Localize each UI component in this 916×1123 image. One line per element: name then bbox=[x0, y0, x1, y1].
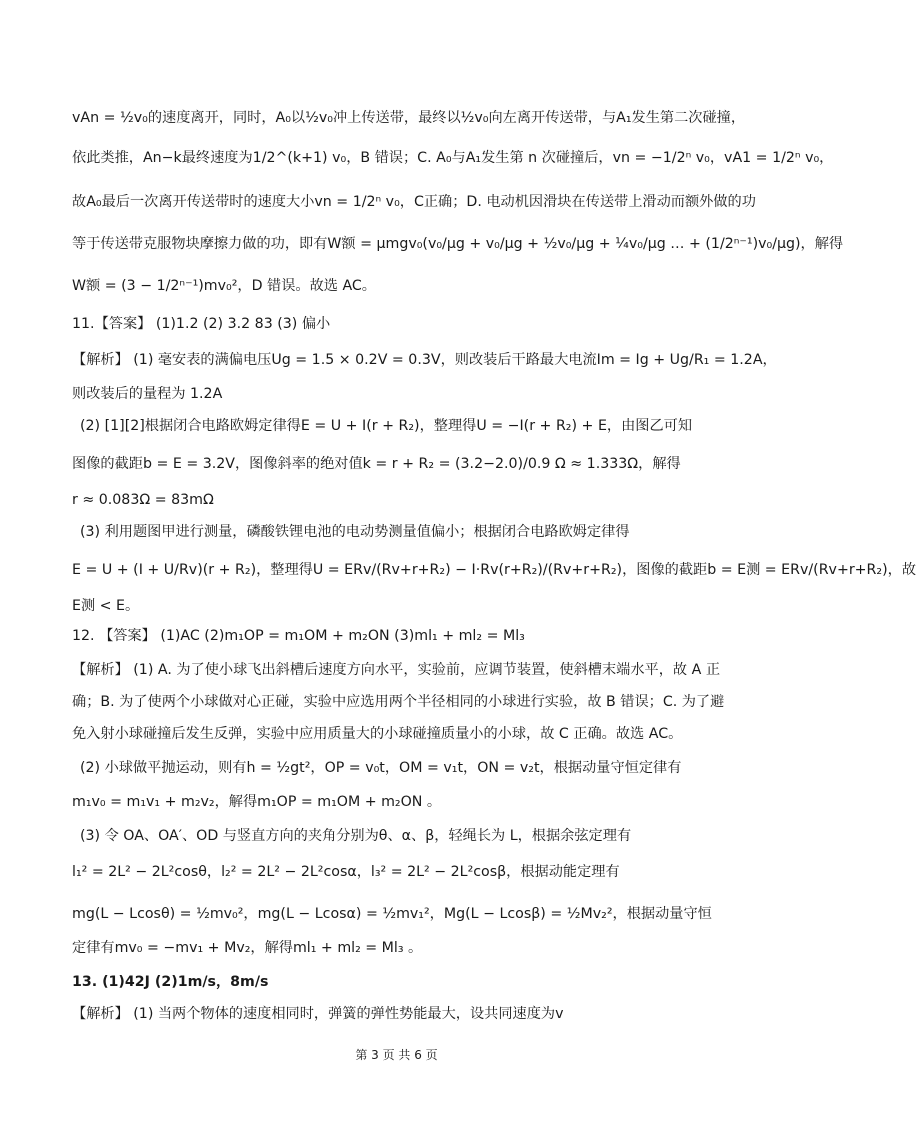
text-line-3: 故A₀最后一次离开传送带时的速度大小vn = 1/2ⁿ v₀，C正确；D. 电动机因滑块在传送带上滑动而额外做的功 bbox=[72, 194, 756, 210]
analysis-12-line-2: 确；B. 为了使两个小球做对心正碰，实验中应选用两个半径相同的小球进行实验，故 B 错误；C. 为了避 bbox=[72, 694, 725, 710]
answer-11: 11.【答案】 (1)1.2 (2) 3.2 83 (3) 偏小 bbox=[72, 316, 331, 332]
analysis-12-line-5: m₁v₀ = m₁v₁ + m₂v₂，解得m₁OP = m₁OM + m₂ON 。 bbox=[72, 794, 442, 810]
analysis-12-line-3: 免入射小球碰撞后发生反弹，实验中应用质量大的小球碰撞质量小的小球，故 C 正确。故选 AC。 bbox=[72, 726, 683, 742]
analysis-11-line-1: 【解析】 (1) 毫安表的满偏电压Ug = 1.5 × 0.2V = 0.3V，则改装后干路最大电流Im = Ig + Ug/R₁ = 1.2A， bbox=[72, 352, 777, 368]
text-line-1: vAn = ½v₀的速度离开，同时，A₀以½v₀冲上传送带，最终以½v₀向左离开传送带，与A₁发生第二次碰撞， bbox=[72, 110, 746, 126]
text-line-2: 依此类推，An−k最终速度为1/2^(k+1) v₀，B 错误；C. A₀与A₁发生第 n 次碰撞后，vn = −1/2ⁿ v₀，vA1 = 1/2ⁿ v₀， bbox=[72, 150, 834, 166]
analysis-11-line-7: E = U + (I + U/Rv)(r + R₂)，整理得U = ERv/(Rv+r+R₂) − I·Rv(r+R₂)/(Rv+r+R₂)，图像的截距b = E测 = ERv/(Rv+r+R₂)，故 bbox=[72, 562, 916, 578]
analysis-12-line-1: 【解析】 (1) A. 为了使小球飞出斜槽后速度方向水平，实验前，应调节装置，使斜槽末端水平，故 A 正 bbox=[72, 662, 721, 678]
analysis-12-line-7: l₁² = 2L² − 2L²cosθ，l₂² = 2L² − 2L²cosα，l₃² = 2L² − 2L²cosβ，根据动能定理有 bbox=[72, 864, 620, 880]
answer-13: 13. (1)42J (2)1m/s，8m/s bbox=[72, 974, 269, 990]
text-line-5: W额 = (3 − 1/2ⁿ⁻¹)mv₀²，D 错误。故选 AC。 bbox=[72, 278, 376, 294]
analysis-11-line-4: 图像的截距b = E = 3.2V，图像斜率的绝对值k = r + R₂ = (3.2−2.0)/0.9 Ω ≈ 1.333Ω，解得 bbox=[72, 456, 681, 472]
analysis-11-line-6: (3) 利用题图甲进行测量，磷酸铁锂电池的电动势测量值偏小；根据闭合电路欧姆定律得 bbox=[80, 524, 630, 540]
analysis-11-line-3: (2) [1][2]根据闭合电路欧姆定律得E = U + I(r + R₂)，整理得U = −I(r + R₂) + E，由图乙可知 bbox=[80, 418, 693, 434]
analysis-12-line-9: 定律有mv₀ = −mv₁ + Mv₂，解得ml₁ + ml₂ = Ml₃ 。 bbox=[72, 940, 423, 956]
analysis-11-line-8: E测 < E。 bbox=[72, 598, 140, 614]
text-line-4: 等于传送带克服物块摩擦力做的功，即有W额 = μmgv₀(v₀/μg + v₀/μg + ½v₀/μg + ¼v₀/μg … + (1/2ⁿ⁻¹)v₀/μg)，解得 bbox=[72, 236, 844, 252]
analysis-11-line-5: r ≈ 0.083Ω = 83mΩ bbox=[72, 492, 214, 508]
answer-12: 12. 【答案】 (1)AC (2)m₁OP = m₁OM + m₂ON (3)ml₁ + ml₂ = Ml₃ bbox=[72, 628, 525, 644]
analysis-12-line-8: mg(L − Lcosθ) = ½mv₀²，mg(L − Lcosα) = ½mv₁²，Mg(L − Lcosβ) = ½Mv₂²，根据动量守恒 bbox=[72, 906, 712, 922]
analysis-12-line-6: (3) 令 OA、OA′、OD 与竖直方向的夹角分别为θ、α、β，轻绳长为 L，根据余弦定理有 bbox=[80, 828, 632, 844]
analysis-11-line-2: 则改装后的量程为 1.2A bbox=[72, 386, 223, 402]
page-footer: 第 3 页 共 6 页 bbox=[355, 1048, 438, 1062]
analysis-13-line-1: 【解析】 (1) 当两个物体的速度相同时，弹簧的弹性势能最大，设共同速度为v bbox=[72, 1006, 564, 1022]
analysis-12-line-4: (2) 小球做平抛运动，则有h = ½gt²，OP = v₀t，OM = v₁t，ON = v₂t，根据动量守恒定律有 bbox=[80, 760, 682, 776]
